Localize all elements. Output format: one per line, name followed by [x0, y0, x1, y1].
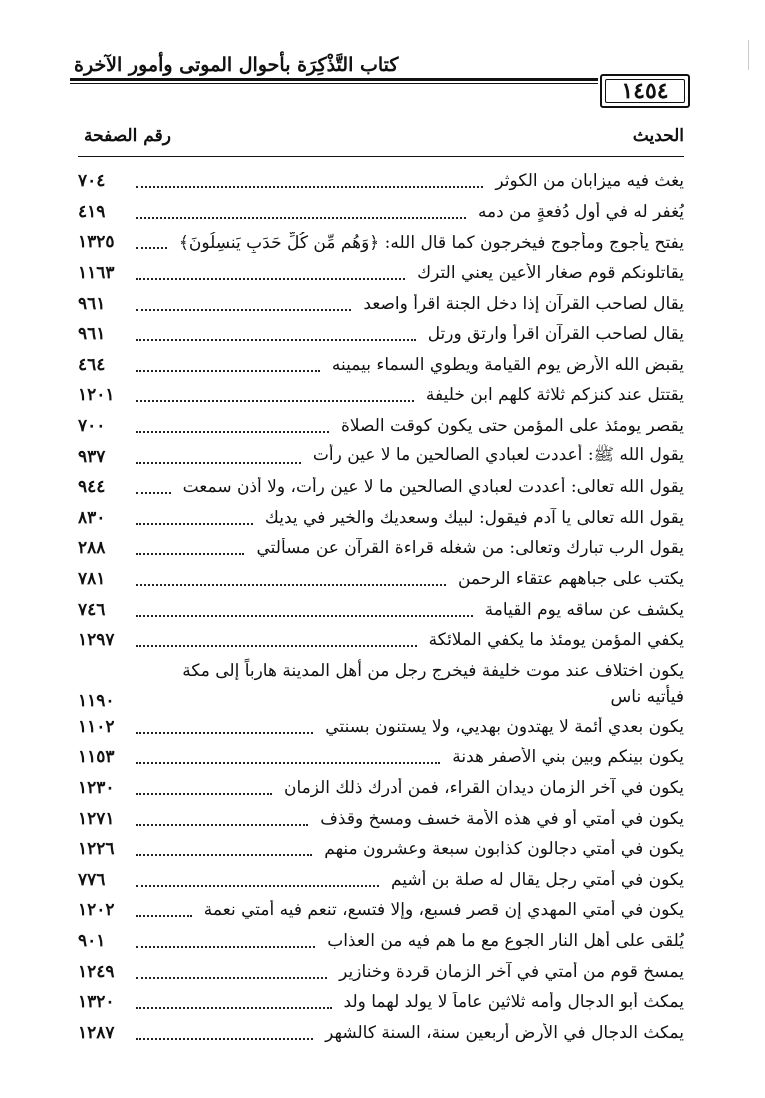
dot-leader — [136, 492, 171, 494]
index-entry — [78, 895, 684, 926]
entry-text: يقصر يومئذ على المؤمن حتى يكون كوقت الصلاة — [340, 416, 684, 437]
index-entry — [78, 258, 684, 289]
dot-leader — [136, 732, 313, 734]
entry-page-number: ٧٤٦ — [78, 599, 106, 620]
entry-text: يكون في أمتي المهدي إن قصر فسبع، وإلا فتسع، تنعم فيه أمتي نعمة — [203, 900, 684, 921]
entry-text: يكفي المؤمن يومئذ ما يكفي الملائكة — [428, 630, 684, 651]
dot-leader — [136, 431, 329, 433]
entry-text: يمكث أبو الدجال وأمه ثلاثين عاماً لا يولد لهما ولد — [343, 992, 684, 1013]
entry-page-number: ١١٥٣ — [78, 747, 115, 768]
index-entry — [78, 350, 684, 381]
entry-page-number: ١١٦٣ — [78, 263, 115, 284]
entry-text: يقول الله ﷺ: أعددت لعبادي الصالحين ما لا عين رأت — [312, 445, 684, 466]
dot-leader — [136, 946, 315, 948]
column-header-rule — [78, 156, 684, 157]
dot-leader — [136, 615, 473, 617]
entry-text: يقول الله تعالى: أعددت لعبادي الصالحين ما لا عين رأت، ولا أذن سمعت — [182, 477, 684, 498]
entry-text: يكون بعدي أئمة لا يهتدون بهديي، ولا يستنون بسنتي — [325, 716, 684, 737]
index-entry — [78, 594, 684, 625]
column-headers — [78, 126, 684, 154]
dot-leader — [136, 217, 466, 219]
index-entry — [78, 956, 684, 987]
dot-leader — [136, 824, 308, 826]
index-entry — [78, 288, 684, 319]
dot-leader — [136, 854, 312, 856]
entry-text: يكتب على جباههم عتقاء الرحمن — [457, 569, 684, 590]
dot-leader — [136, 462, 301, 464]
entry-text: يقول الرب تبارك وتعالى: من شغله قراءة القرآن عن مسألتي — [256, 538, 684, 559]
entry-page-number: ٩٤٤ — [78, 477, 106, 498]
dot-leader — [136, 309, 351, 311]
dot-leader — [136, 400, 414, 402]
index-entry — [78, 227, 684, 258]
index-entries — [78, 166, 684, 1048]
column-header-page-number: رقم الصفحة — [84, 126, 171, 146]
index-entry — [78, 864, 684, 895]
entry-page-number: ٩٦١ — [78, 324, 106, 345]
index-entry — [78, 503, 684, 534]
page-number: ١٤٥٤ — [600, 74, 690, 108]
header-rule-thin — [70, 83, 598, 84]
entry-page-number: ٤٦٤ — [78, 354, 106, 375]
index-entry — [78, 411, 684, 442]
index-entry — [78, 803, 684, 834]
dot-leader — [136, 645, 417, 647]
dot-leader — [136, 339, 416, 341]
index-entry — [78, 564, 684, 595]
dot-leader — [136, 370, 320, 372]
entry-text: يكون في أمتي أو في هذه الأمة خسف ومسخ وقذف — [320, 808, 684, 829]
dot-leader — [136, 278, 405, 280]
dot-leader — [136, 584, 446, 586]
index-entry — [78, 441, 684, 472]
entry-page-number: ٧٨١ — [78, 569, 106, 590]
dot-leader — [136, 793, 272, 795]
entry-page-number: ١٢٢٦ — [78, 839, 115, 860]
entry-page-number: ١٢٠١ — [78, 385, 115, 406]
page-header — [70, 52, 690, 108]
entry-page-number: ١٢٣٠ — [78, 777, 115, 798]
entry-page-number: ١١٠٢ — [78, 716, 115, 737]
entry-text: يقتتل عند كنزكم ثلاثة كلهم ابن خليفة — [425, 385, 684, 406]
entry-page-number: ٤١٩ — [78, 201, 106, 222]
entry-text: يكون في أمتي دجالون كذابون سبعة وعشرون منهم — [324, 839, 684, 860]
entry-page-number: ١٢٩٧ — [78, 630, 115, 651]
entry-page-number: ٧٠٤ — [78, 171, 106, 192]
dot-leader — [136, 523, 253, 525]
entry-text: يقاتلونكم قوم صغار الأعين يعني الترك — [417, 263, 684, 284]
entry-page-number: ١٣٢٥ — [78, 232, 115, 253]
index-entry — [78, 319, 684, 350]
index-entry — [78, 656, 684, 712]
entry-page-number: ١١٩٠ — [78, 690, 115, 711]
index-entry — [78, 380, 684, 411]
entry-text: يمسخ قوم من أمتي في آخر الزمان قردة وخنازير — [339, 961, 684, 982]
dot-leader — [136, 553, 244, 555]
entry-page-number: ٩٦١ — [78, 293, 106, 314]
entry-page-number: ٧٠٠ — [78, 416, 106, 437]
entry-text: يفتح يأجوج ومأجوج فيخرجون كما قال الله: ﴿وَهُم مِّن كُلِّ حَدَبٍ يَنسِلُونَ﴾ — [178, 232, 684, 253]
index-entry — [78, 987, 684, 1018]
index-entry — [78, 834, 684, 865]
dot-leader — [136, 977, 327, 979]
entry-text: يغث فيه ميزابان من الكوثر — [495, 171, 684, 192]
entry-page-number: ٢٨٨ — [78, 538, 106, 559]
index-entry — [78, 712, 684, 743]
entry-page-number: ١٣٢٠ — [78, 992, 115, 1013]
book-title: كتاب التَّذْكِرَة بأحوال الموتى وأمور الآخرة — [70, 54, 402, 76]
index-entry — [78, 773, 684, 804]
dot-leader — [136, 762, 440, 764]
entry-page-number: ١٢٠٢ — [78, 900, 115, 921]
index-entry — [78, 472, 684, 503]
dot-leader — [136, 915, 192, 917]
entry-text: يُلقى على أهل النار الجوع مع ما هم فيه من العذاب — [327, 930, 684, 951]
dot-leader — [136, 247, 167, 249]
entry-text: يقال لصاحب القرآن إذا دخل الجنة اقرأ واصعد — [363, 293, 684, 314]
entry-text: يقبض الله الأرض يوم القيامة ويطوي السماء بيمينه — [331, 354, 684, 375]
entry-text: يُغفر له في أول دُفعةٍ من دمه — [477, 201, 684, 222]
dot-leader — [136, 1038, 313, 1040]
index-entry — [78, 197, 684, 228]
entry-page-number: ١٢٨٧ — [78, 1022, 115, 1043]
entry-page-number: ١٢٤٩ — [78, 961, 115, 982]
column-header-hadith: الحديث — [632, 126, 684, 146]
scan-margin-mark — [748, 40, 749, 70]
entry-text: يكون بينكم وبين بني الأصفر هدنة — [452, 747, 684, 768]
index-entry — [78, 926, 684, 957]
entry-page-number: ٨٣٠ — [78, 507, 106, 528]
header-rule — [70, 78, 598, 81]
index-entry — [78, 625, 684, 656]
dot-leader — [136, 1007, 332, 1009]
index-entry — [78, 742, 684, 773]
dot-leader — [136, 186, 483, 188]
entry-text: يقول الله تعالى يا آدم فيقول: لبيك وسعديك والخير في يديك — [264, 507, 684, 528]
entry-text: يكون في آخر الزمان ديدان القراء، فمن أدرك ذلك الزمان — [283, 777, 684, 798]
entry-page-number: ١٢٧١ — [78, 808, 115, 829]
entry-text: يمكث الدجال في الأرض أربعين سنة، السنة كالشهر — [325, 1022, 684, 1043]
dot-leader — [136, 885, 379, 887]
entry-text: يكون اختلاف عند موت خليفة فيخرج رجل من أهل المدينة هارباً إلى مكة فيأتيه ناس — [182, 660, 684, 707]
index-entry — [78, 1017, 684, 1048]
entry-page-number: ٩٠١ — [78, 930, 106, 951]
entry-page-number: ٧٧٦ — [78, 869, 106, 890]
entry-text: يكشف عن ساقه يوم القيامة — [484, 599, 684, 620]
index-entry — [78, 166, 684, 197]
entry-text: يكون في أمتي رجل يقال له صلة بن أشيم — [390, 869, 684, 890]
entry-page-number: ٩٣٧ — [78, 446, 106, 467]
index-entry — [78, 533, 684, 564]
entry-text: يقال لصاحب القرآن اقرأ وارتق ورتل — [427, 324, 684, 345]
